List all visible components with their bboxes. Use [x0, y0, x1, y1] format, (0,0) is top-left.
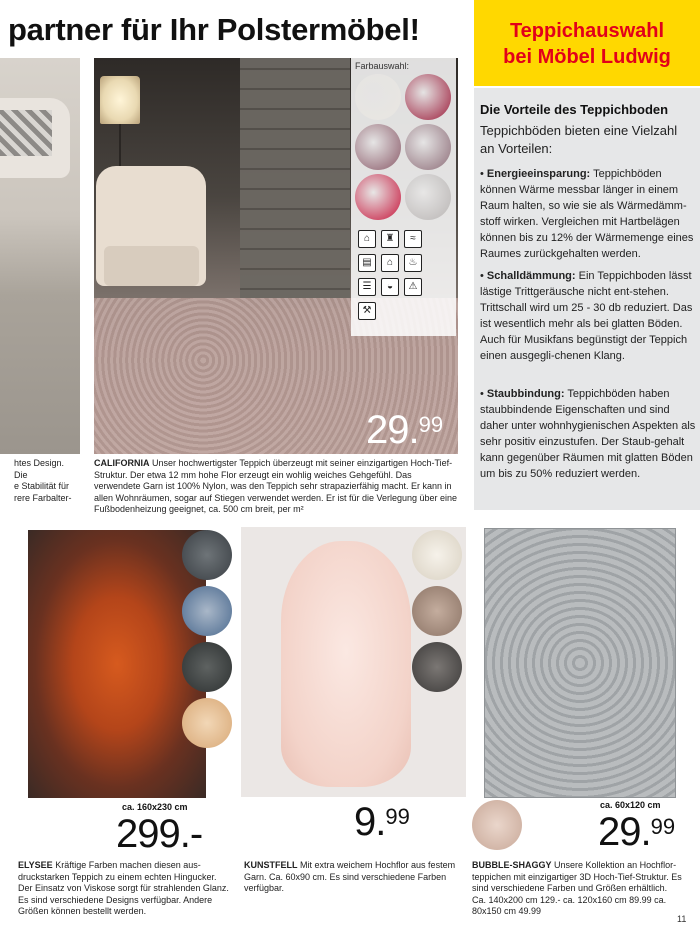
left-fragment-line-1: htes Design. Die — [14, 458, 65, 480]
swatch-burgundy[interactable] — [405, 74, 451, 120]
elysee-desc: Kräftige Farben machen diesen aus-druckstarken Teppich zu einem echten Hingucker. Der Einsatz von Viskose sorgt für strahlenden Glanz. Es sind verschiedene Designs verfügbar. Andere Größen können bestellt werden. — [18, 860, 229, 916]
bubble-shaggy-rug-photo — [484, 528, 676, 798]
benefit-dust-head: Staubbindung: — [486, 388, 565, 400]
kunstfell-fur — [281, 541, 411, 787]
benefit-dust: • Staubbindung: Teppichböden haben staubbindende Eigenschaften und sind daher unter wohnhygienischen Aspekten als sehr positiv einzustufen. Der Staub-gehalt kann gegenüber Räumen mit glatten Böden um bis zu 50% reduziert werden. — [480, 388, 696, 480]
elysee-price — [116, 812, 202, 857]
elysee-caption — [18, 860, 232, 918]
floor-heating-icon: ☰ — [358, 278, 376, 296]
promo-banner — [474, 0, 700, 86]
california-caption — [94, 458, 458, 516]
kunstfell-swatch-cream[interactable] — [412, 530, 462, 580]
benefit-sound-head: Schalldämmung: — [486, 270, 576, 282]
promo-line-2: bei Möbel Ludwig — [503, 46, 671, 68]
elysee-swatch-grey[interactable] — [182, 530, 232, 580]
benefits-title: Die Vorteile des Teppichboden — [480, 102, 669, 117]
armchair-seat — [104, 246, 199, 286]
bubble-sizes-line-1: Ca. 140x200 cm 129.- ca. 120x160 cm 89.99 ca. — [472, 894, 667, 905]
elysee-swatch-dark[interactable] — [182, 642, 232, 692]
benefit-energy-text: Teppichböden können Wärme messbar länger in einem Raum halten, so wie sie als Wärmedämm-stoff wirken. Vergleichen mit Hartbelägen können bis zu 12% der Wärmemenge eines Raumes zurückgehalten werden. — [480, 168, 694, 260]
household-icon: ⌂ — [358, 230, 376, 248]
benefit-energy: • Energieeinsparung: Teppichböden können Wärme messbar länger in einem Raum halten, so wie sie als Wärmedämm-stoff wirken. Vergleichen mit Hartbelägen können bis zu 12% der Wärmemenge eines Raumes zurückgehalten werden. — [480, 168, 694, 260]
house-icon: ⌂ — [381, 254, 399, 272]
elysee-price-value: 299.- — [116, 812, 203, 856]
swatch-red[interactable] — [355, 174, 401, 220]
bubble-desc: Unsere Kollektion an Hochflor-teppichen mit einzigartiger 3D Hoch-Tief-Struktur. Es sind verschiedene Farben und Größen erhältlich. — [472, 860, 682, 893]
color-selection-label: Farbauswahl: — [355, 61, 410, 71]
kunstfell-price-main: 9. — [354, 800, 386, 844]
bubble-price-main: 29. — [598, 810, 651, 854]
castor-chair-icon: ⚒ — [358, 302, 376, 320]
elysee-swatch-beige[interactable] — [182, 698, 232, 748]
benefits-intro: Teppichböden bieten eine Vielzahl an Vorteilen: — [480, 123, 678, 156]
left-fragment-line-2: e Stabilität für — [14, 481, 70, 491]
california-desc: Unser hochwertigster Teppich überzeugt mit seiner einzigartigen Hoch-Tief-Struktur. Der etwa 12 mm hohe Flor erzeugt ein wohlig weiches Gehgefühl. Das verwendete Garn ist 100% Nylon, was den Teppich sehr strapazierfähig macht. Er kann in allen Wohnräumen, sogar auf Stiegen verwendet werden. Er ist für die Verlegung über eine Fußbodenheizung geeignet, ca. 500 cm breit, per m² — [94, 458, 458, 514]
floor-lamp-shade — [100, 76, 140, 124]
kunstfell-price — [354, 800, 410, 845]
bubble-name: BUBBLE-SHAGGY — [472, 860, 552, 870]
benefit-energy-head: Energieeinsparung: — [486, 168, 591, 180]
california-name: CALIFORNIA — [94, 458, 150, 468]
elysee-size: ca. 160x230 cm — [122, 802, 188, 812]
benefits-panel — [474, 88, 700, 510]
california-price-main: 29. — [366, 408, 419, 452]
bubble-caption — [472, 860, 686, 918]
bubble-price — [598, 810, 675, 855]
left-fragment-text — [14, 458, 80, 504]
california-price — [366, 408, 443, 453]
california-color-panel — [351, 58, 456, 336]
swatch-grey[interactable] — [405, 174, 451, 220]
left-room-photo — [0, 58, 80, 454]
fire-rating-icon: ⚠ — [404, 278, 422, 296]
kunstfell-caption — [244, 860, 458, 895]
swatch-mauve[interactable] — [355, 124, 401, 170]
elysee-swatch-blue[interactable] — [182, 586, 232, 636]
benefit-sound-text: Ein Teppichboden lässt lästige Trittgeräusche nicht ent-stehen. Trittschall wird um 25 - 30 db reduziert. Das ist wesentlich mehr als bei glatten Böden. Auch für Musikfans begünstigt der Teppich einen ausgegli-chenen Klang. — [480, 270, 693, 362]
benefit-sound: • Schalldämmung: Ein Teppichboden lässt lästige Trittgeräusche nicht ent-stehen. Trittschall wird um 25 - 30 db reduziert. Das ist wesentlich mehr als bei glatten Böden. Auch für Musikfans begünstigt der Teppich einen ausgegli-chenen Klang. — [480, 270, 693, 362]
kunstfell-name: KUNSTFELL — [244, 860, 298, 870]
bubble-price-cents: 99 — [650, 814, 676, 839]
stone-wall — [240, 58, 350, 308]
flame-icon: ♨ — [404, 254, 422, 272]
wave-pile-icon: ≈ — [404, 230, 422, 248]
bubble-sizes-line-2: 80x150 cm 49.99 — [472, 906, 542, 916]
bubble-swatch-rose[interactable] — [472, 800, 522, 850]
page-number: 11 — [677, 914, 687, 924]
elysee-name: ELYSEE — [18, 860, 53, 870]
promo-line-1: Teppichauswahl — [509, 20, 665, 42]
benefit-dust-text: Teppichböden haben staubbindende Eigenschaften und sind daher unter wohnhygienischen Aspekten als sehr positiv einzustufen. Der Staub-gehalt kann gegenüber Räumen mit glatten Böden um bis zu 50% reduziert werden. — [480, 388, 696, 480]
left-fragment-line-3: rere Farbalter- — [14, 492, 72, 503]
cushion-icon: ◒ — [381, 278, 399, 296]
room-use-icon: ♜ — [381, 230, 399, 248]
kunstfell-swatch-anthracite[interactable] — [412, 642, 462, 692]
page-headline: partner für Ihr Polstermöbel! — [8, 12, 420, 47]
stairs-icon: ▤ — [358, 254, 376, 272]
elysee-rug-photo — [28, 530, 206, 798]
california-price-cents: 99 — [418, 412, 444, 437]
bubble-size: ca. 60x120 cm — [600, 800, 661, 810]
swatch-cream[interactable] — [355, 74, 401, 120]
kunstfell-swatch-taupe[interactable] — [412, 586, 462, 636]
swatch-rose-grey[interactable] — [405, 124, 451, 170]
kunstfell-price-cents: 99 — [385, 804, 410, 829]
kunstfell-desc: Mit extra weichem Hochflor aus festem Garn. Ca. 60x90 cm. Es sind verschiedene Farben verfügbar. — [244, 860, 456, 893]
